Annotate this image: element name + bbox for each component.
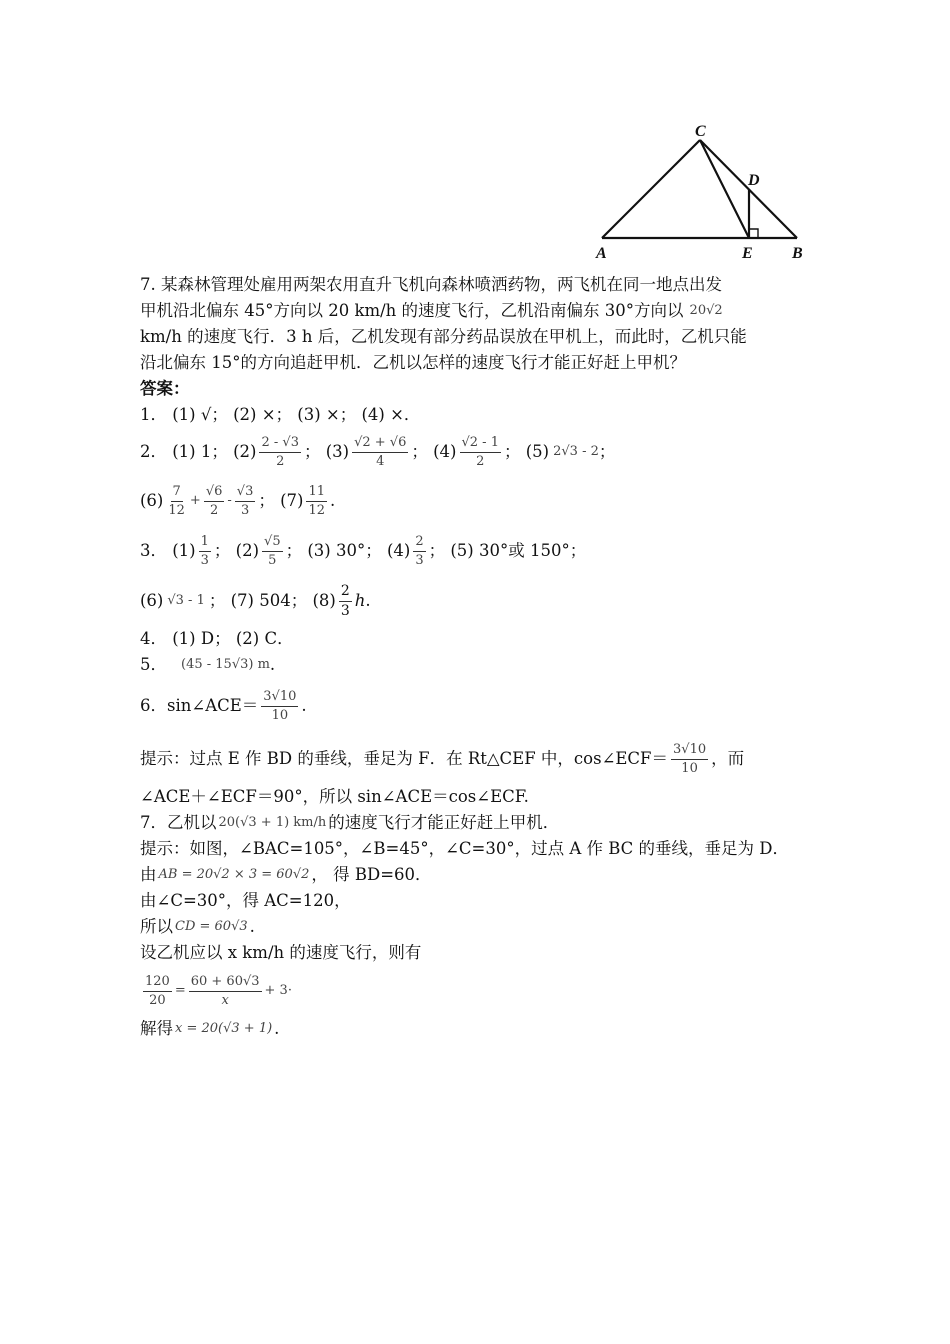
hint-6-line2: ∠ACE＋∠ECF＝90°，所以 sin∠ACE＝cos∠ECF. (140, 787, 529, 806)
answer-6 (140, 678, 812, 734)
frac-num: 3√10 (671, 743, 708, 760)
frac-den: 2 (476, 453, 485, 469)
right-angle-mark (749, 229, 758, 238)
hint-7-equation (140, 966, 812, 1016)
answer-2-sep-5: ； (5) (503, 442, 550, 461)
answer-1: 1． (1) √； (2) ×； (3) ×； (4) ×． (140, 405, 421, 424)
equation-left-frac (143, 975, 172, 1007)
answer-2b-lead: (6) (140, 491, 164, 510)
frac-den: 20 (149, 992, 166, 1008)
label-a: A (596, 245, 607, 262)
frac-den: 12 (308, 502, 326, 518)
answer-2b-frac-3 (235, 485, 256, 517)
solution-expr: x = 20(√3 + 1) (175, 1021, 273, 1036)
answer-2b-frac-4 (306, 485, 327, 517)
frac-num: √2 + √6 (352, 436, 408, 453)
hint-7-step3 (140, 914, 812, 940)
hint-7-step4: 设乙机应以 x km/h 的速度飞行，则有 (140, 943, 422, 962)
answer-2 (140, 428, 812, 476)
answer-2-sep-3: ； (3) (303, 442, 350, 461)
answer-2-frac-2 (259, 436, 300, 468)
step1-expr: AB = 20√2 × 3 = 60√2 (158, 867, 310, 882)
segment-ce (700, 140, 749, 238)
answer-2-end: ； (598, 442, 616, 461)
hint-7: 提示：如图，∠BAC=105°，∠B=45°，∠C=30°，过点 A 作 BC 的垂线，垂足为 D． (140, 839, 790, 858)
label-c: C (695, 123, 706, 140)
answer-4: 4． (1) D； (2) C． (140, 629, 294, 648)
frac-den: 3 (240, 502, 250, 518)
label-d: D (748, 172, 760, 189)
answer-5-lead: 5． (140, 655, 167, 674)
frac-num: √3 (235, 485, 256, 502)
answer-5-end: . (269, 655, 276, 674)
equation-right-frac (189, 975, 262, 1007)
answer-3-sep-2: ； (2) (213, 541, 260, 560)
equation-tail: + 3· (264, 983, 292, 998)
solution-lead: 解得 (140, 1019, 173, 1038)
q7-speed-expr: 20√2 (689, 303, 723, 318)
q7-line2 (140, 298, 812, 324)
document-body (140, 272, 812, 1042)
frac-num: 7 (171, 485, 183, 502)
answer-2-expr-5: 2√3 - 2 (553, 444, 599, 459)
answer-3b-expr: √3 - 1 (167, 593, 205, 608)
frac-den: 3 (200, 552, 209, 568)
answer-5-expr: (45 - 15√3) m (181, 657, 270, 672)
answer-6-frac (261, 690, 298, 722)
answer-3-continued (140, 576, 812, 626)
frac-num: 60 + 60√3 (189, 975, 262, 992)
label-e: E (742, 245, 753, 262)
triangle-figure (592, 118, 822, 268)
frac-den: 10 (681, 760, 698, 776)
frac-num: 120 (143, 975, 172, 992)
frac-num: √5 (262, 535, 283, 552)
answer-7-lead: 7．乙机以 (140, 813, 217, 832)
answer-3b-frac (339, 584, 352, 618)
answer-7-expr: 20(√3 + 1) km/h (218, 815, 327, 830)
hint-7-step2: 由∠C=30°，得 AC=120， (140, 891, 351, 910)
answer-3b-h: h (354, 591, 366, 610)
step1-tail: ， 得 BD=60． (311, 865, 432, 884)
answer-3-frac-2 (262, 535, 283, 567)
answer-2-frac-3 (352, 436, 408, 468)
frac-den: x (221, 992, 229, 1008)
answer-3-sep-5: ； (5) 30°或 150°； (428, 541, 587, 560)
q7-line3: km/h 的速度飞行．3 h 后，乙机发现有部分药品误放在甲机上，而此时，乙机只能 (140, 327, 747, 346)
answer-3-frac-1 (199, 535, 211, 567)
segment-ac (602, 140, 700, 238)
label-b: B (792, 245, 803, 262)
hint-6-text: 提示：过点 E 作 BD 的垂线，垂足为 F．在 Rt△CEF 中，cos∠ECF＝ (140, 749, 669, 768)
answer-2b-sep-7: ； (7) (258, 491, 304, 510)
answer-2-sep-4: ； (4) (411, 442, 457, 461)
answer-3b-sep: ； (7) 504； (8) (208, 591, 336, 610)
frac-num: √6 (204, 485, 225, 502)
frac-den: 4 (376, 453, 385, 469)
q7-line4: 沿北偏东 15°的方向追赶甲机．乙机以怎样的速度飞行才能正好赶上甲机？ (140, 353, 686, 372)
frac-num: 3√10 (261, 690, 298, 707)
answer-6-lead: 6．sin∠ACE＝ (140, 696, 259, 715)
frac-den: 3 (415, 552, 424, 568)
answer-3-frac-3 (413, 535, 425, 567)
answers-heading: 答案： (140, 379, 190, 398)
frac-num: 2 (339, 584, 352, 602)
frac-num: 11 (306, 485, 327, 502)
step3-end: . (249, 917, 255, 936)
answer-3-sep-3: ； (3) 30°； (4) (285, 541, 411, 560)
equals-sign: = (174, 983, 186, 998)
frac-num: √2 - 1 (460, 436, 501, 453)
answer-3b-end: . (365, 591, 371, 610)
plus-sign: + (189, 493, 201, 508)
answer-7-tail: 的速度飞行才能正好赶上甲机． (328, 813, 560, 832)
answer-2b-frac-2 (204, 485, 225, 517)
q7-line1: 7. 某森林管理处雇用两架农用直升飞机向森林喷洒药物，两飞机在同一地点出发 (140, 275, 722, 294)
answer-2b-end: . (330, 491, 336, 510)
minus-sign: - (227, 493, 232, 508)
answer-2-frac-4 (460, 436, 501, 468)
hint-7-solution (140, 1016, 812, 1042)
hint-7-step1 (140, 862, 812, 888)
answer-3b-lead: (6) (140, 591, 164, 610)
frac-den: 12 (168, 502, 185, 518)
hint-6-tail: ，而 (711, 749, 745, 768)
solution-end: . (274, 1019, 280, 1038)
answer-2-continued (140, 476, 812, 526)
q7-line2-text: 甲机沿北偏东 45°方向以 20 km/h 的速度飞行，乙机沿南偏东 30°方向以 (140, 301, 684, 320)
frac-den: 2 (276, 453, 285, 469)
answer-5 (140, 652, 812, 678)
answer-2-lead: 2． (1) 1； (2) (140, 442, 257, 461)
answer-3-lead: 3． (1) (140, 541, 196, 560)
answer-2b-frac-1 (166, 485, 187, 517)
frac-den: 2 (209, 502, 219, 518)
frac-num: 1 (199, 535, 211, 552)
step1-lead: 由 (140, 865, 157, 884)
frac-num: 2 - √3 (259, 436, 300, 453)
hint-6-frac (671, 743, 708, 775)
answer-3 (140, 526, 812, 576)
step3-expr: CD = 60√3 (175, 919, 248, 934)
answer-7 (140, 810, 812, 836)
frac-den: 5 (268, 552, 277, 568)
frac-den: 3 (340, 602, 350, 619)
hint-6-line1 (140, 734, 812, 784)
frac-den: 10 (271, 707, 289, 723)
frac-num: 2 (413, 535, 425, 552)
step3-lead: 所以 (140, 917, 173, 936)
answer-6-end: . (301, 696, 307, 715)
